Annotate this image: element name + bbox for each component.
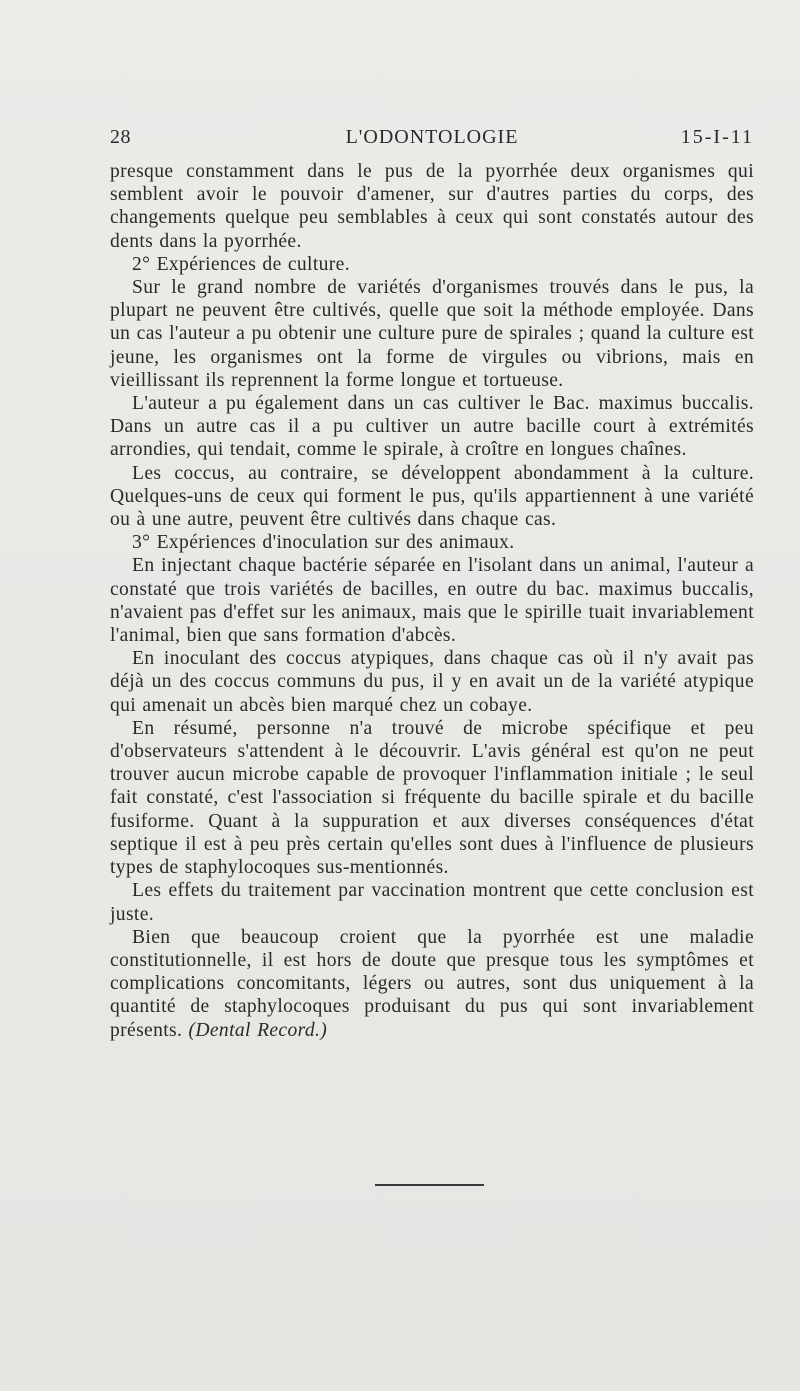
paragraph: En inoculant des coccus atypiques, dans chaque cas où il n'y avait pas déjà un des coccus communs du pus, il y en avait un de la variété atypique qui amenait un abcès bien marqué chez un cobaye. bbox=[110, 648, 754, 716]
paragraph: Sur le grand nombre de variétés d'organismes trouvés dans le pus, la plupart ne peuvent être cultivés, quelle que soit la méthode employée. Dans un cas l'auteur a pu obtenir une culture pure de spirales ; quand la culture est jeune, les organismes ont la forme de virgules ou vibrions, mais en vieillissant ils reprennent la forme longue et tortueuse. bbox=[110, 277, 754, 391]
paragraph-continuation: presque constamment dans le pus de la pyorrhée deux organismes qui semblent avoir le pouvoir d'amener, sur d'autres parties du corps, des changements quelque peu semblables à ceux qui sont constatés autour des dents dans la pyorrhée. bbox=[110, 161, 754, 252]
paragraph: L'auteur a pu également dans un cas cultiver le Bac. maximus buccalis. Dans un autre cas il a pu cultiver un autre bacille court à extrémités arrondies, qui tendait, comme le spirale, à croître en longues chaînes. bbox=[110, 393, 754, 461]
article-body bbox=[110, 160, 754, 1042]
source-citation: (Dental Record.) bbox=[188, 1019, 328, 1041]
journal-title: L'ODONTOLOGIE bbox=[345, 126, 519, 148]
paragraph: En injectant chaque bactérie séparée en l'isolant dans un animal, l'auteur a constaté que trois variétés de bacilles, en outre du bac. maximus buccalis, n'avaient pas d'effet sur les animaux, mais que le spirille tuait invariablement l'animal, bien que sans formation d'abcès. bbox=[110, 555, 754, 647]
page-number: 28 bbox=[110, 126, 131, 148]
section-heading-culture: 2° Expériences de culture. bbox=[132, 253, 350, 275]
paragraph: Les coccus, au contraire, se développent abondamment à la culture. Quelques-uns de ceux qui forment le pus, qu'ils appartiennent à une variété ou à une autre, peuvent être cultivés dans chaque cas. bbox=[110, 462, 754, 531]
section-heading-inoculation: 3° Expériences d'inoculation sur des animaux. bbox=[132, 532, 515, 554]
paragraph-final bbox=[110, 926, 754, 1042]
end-rule bbox=[375, 1184, 484, 1186]
paragraph: En résumé, personne n'a trouvé de microbe spécifique et peu d'observateurs s'attendent à le découvrir. L'avis général est qu'on ne peut trouver aucun microbe capable de provoquer l'inflammation initiale ; le seul fait constaté, c'est l'association si fréquente du bacille spirale et du bacille fusiforme. Quant à la suppuration et aux diverses conséquences d'état septique il est à peu près certain qu'elles sont dues à l'influence de plusieurs types de staphylocoques sus-mentionnés. bbox=[110, 717, 754, 879]
running-header bbox=[110, 126, 754, 156]
paragraph: Les effets du traitement par vaccination montrent que cette conclusion est juste. bbox=[110, 880, 754, 925]
final-paragraph-text: Bien que beaucoup croient que la pyorrhée est une maladie constitutionnelle, il est hors de doute que presque tous les symptômes et complications concomitants, légers ou autres, sont dus uniquement à la quantité de staphylocoques produisant du pus qui sont invariablement présents. bbox=[110, 926, 754, 1041]
issue-date: 15-I-11 bbox=[680, 126, 754, 148]
